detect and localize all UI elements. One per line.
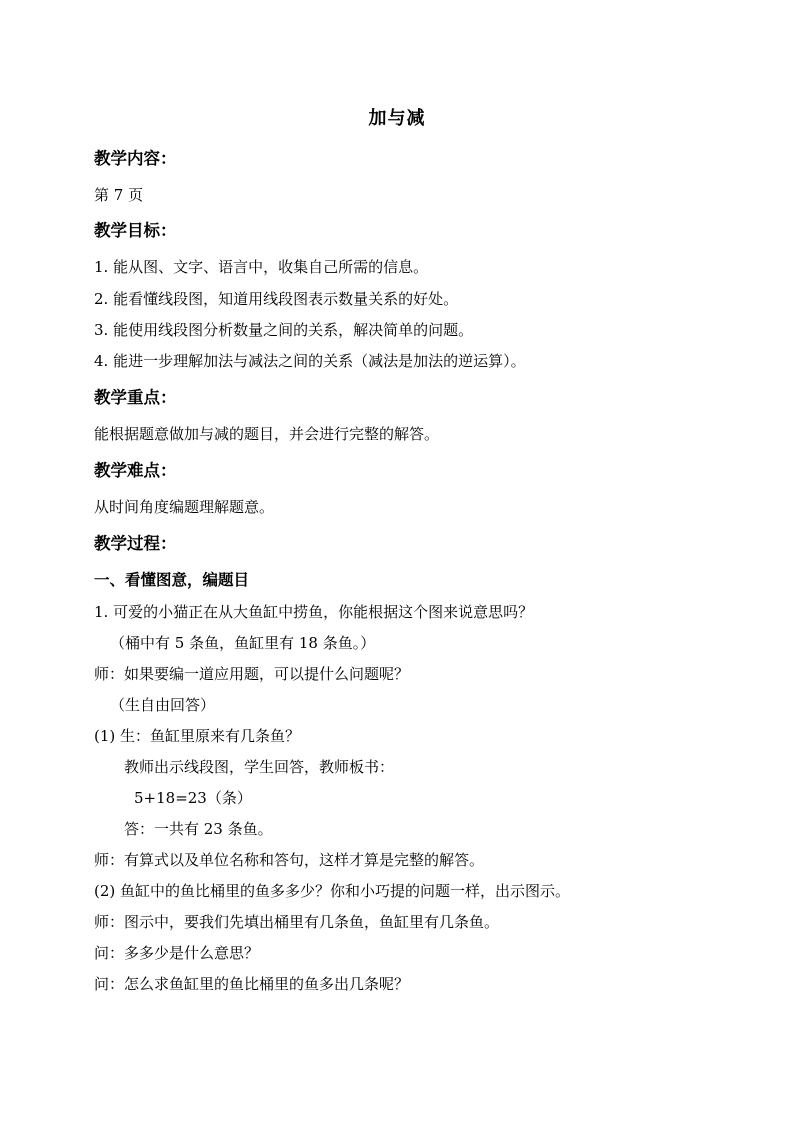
process-line: （生自由回答） [110,696,216,714]
process-line: 问：怎么求鱼缸里的鱼比桶里的鱼多出几条呢？ [94,975,410,993]
process-line: (2) 鱼缸中的鱼比桶里的鱼多多少？你和小巧提的问题一样，出示图示。 [94,882,571,900]
part1-heading: 一、看懂图意，编题目 [94,570,250,589]
content-heading: 教学内容： [94,149,177,168]
process-line: 师：如果要编一道应用题，可以提什么问题呢？ [94,665,410,683]
difficulty-text: 从时间角度编题理解题意。 [94,498,275,516]
process-line: 师：图示中，要我们先填出桶里有几条鱼，鱼缸里有几条鱼。 [94,913,500,931]
document-title: 加与减 [368,108,426,129]
goal-item: 2. 能看懂线段图，知道用线段图表示数量关系的好处。 [94,290,459,308]
goal-item: 1. 能从图、文字、语言中，收集自己所需的信息。 [94,258,429,276]
process-heading: 教学过程： [94,534,177,553]
process-line: 5+18=23（条） [134,789,252,807]
content-text: 第 7 页 [94,186,144,204]
difficulty-heading: 教学难点： [94,461,177,480]
process-line: 师：有算式以及单位名称和答句，这样才算是完整的解答。 [94,851,485,869]
goal-item: 3. 能使用线段图分析数量之间的关系，解决简单的问题。 [94,321,474,339]
process-line: (1) 生：鱼缸里原来有几条鱼？ [94,727,301,745]
process-line: 1. 可爱的小猫正在从大鱼缸中捞鱼，你能根据这个图来说意思吗？ [94,603,534,621]
process-line: 问：多多少是什么意思？ [94,944,260,962]
process-line: 答：一共有 23 条鱼。 [124,820,273,838]
process-line: （桶中有 5 条鱼，鱼缸里有 18 条鱼。） [110,634,376,652]
key-heading: 教学重点： [94,388,177,407]
key-text: 能根据题意做加与减的题目，并会进行完整的解答。 [94,425,440,443]
process-line: 教师出示线段图，学生回答，教师板书： [124,758,395,776]
goals-heading: 教学目标： [94,221,177,240]
goal-item: 4. 能进一步理解加法与减法之间的关系（减法是加法的逆运算）。 [94,352,526,370]
